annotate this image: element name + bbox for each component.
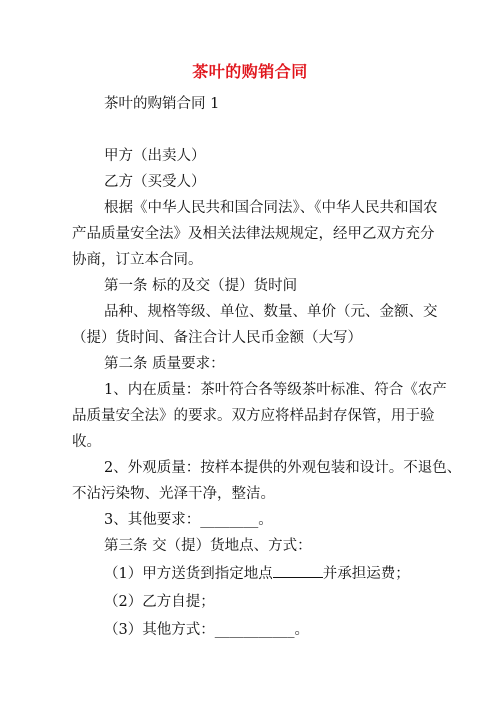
quality-2-line-1: 2、外观质量：按样本提供的外观包装和设计。不退色、 (104, 460, 462, 476)
fill-in-blank (273, 563, 323, 578)
preamble-line-1: 根据《中华人民共和国合同法》、《中华人民共和国农 (104, 200, 438, 216)
delivery-option-2: （2）乙方自提； (104, 594, 215, 610)
document-title: 茶叶的购销合同 (192, 62, 308, 81)
article-1-line-2: （提）货时间、备注合计人民币金额（大写） (72, 330, 362, 346)
quality-1-line-3: 收。 (72, 434, 101, 450)
quality-1-line-2: 品质量安全法》的要求。双方应将样品封存保管，用于验 (72, 408, 435, 424)
delivery-option-1-suffix: 并承担运费； (322, 566, 410, 582)
party-b-line: 乙方（买受人） (104, 174, 206, 190)
article-1-line-1: 品种、规格等级、单位、数量、单价（元、金额、交 (104, 304, 438, 320)
contract-subtitle: 茶叶的购销合同 1 (104, 96, 220, 112)
delivery-option-1-text: （1）甲方送货到指定地点 (104, 566, 273, 582)
quality-1-line-1: 1、内在质量：茶叶符合各等级茶叶标准、符合《农产 (104, 382, 447, 398)
quality-2-line-2: 不沾污染物、光泽干净，整洁。 (72, 486, 275, 502)
preamble-line-3: 协商，订立本合同。 (72, 252, 203, 268)
article-3-heading: 第三条 交（提）货地点、方式： (104, 538, 312, 554)
article-1-heading: 第一条 标的及交（提）货时间 (104, 278, 298, 294)
preamble-line-2: 产品质量安全法》及相关法律法规规定，经甲乙双方充分 (72, 226, 435, 242)
party-a-line: 甲方（出卖人） (104, 148, 206, 164)
delivery-option-3: （3）其他方式：___________。 (104, 622, 309, 638)
delivery-option-1 (104, 562, 464, 586)
quality-3-line: 3、其他要求：________。 (104, 512, 273, 528)
article-2-heading: 第二条 质量要求： (104, 356, 225, 372)
